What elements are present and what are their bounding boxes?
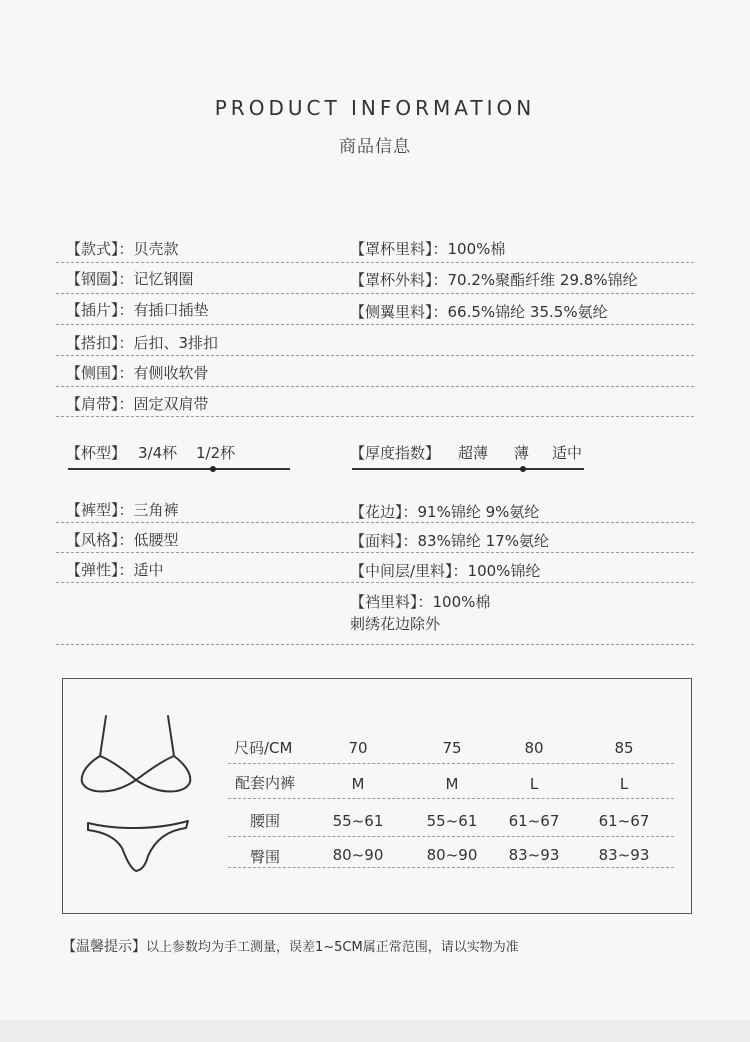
spec-clasp: 【搭扣】：后扣、3排扣: [66, 334, 219, 352]
spec-cup-outer: 【罩杯外料】：70.2%聚酯纤维 29.8%锦纶: [350, 271, 638, 289]
size-cell: L: [529, 775, 539, 793]
spec-cup-lining: 【罩杯里料】：100%棉: [350, 240, 506, 258]
thickness-scale: [352, 468, 584, 470]
spec-strap: 【肩带】：固定双肩带: [66, 395, 209, 413]
divider: [56, 324, 694, 325]
spec-wing-lining: 【侧翼里料】：66.5%锦纶 35.5%氨纶: [350, 303, 608, 321]
page-title-cn: 商品信息: [339, 137, 411, 157]
divider: [228, 798, 674, 799]
size-cell: L: [619, 775, 629, 793]
spec-side: 【侧围】：有侧收软骨: [66, 364, 209, 382]
tip-note: [62, 936, 519, 956]
spec-middle-layer: 【中间层/里料】：100%锦纶: [350, 562, 541, 580]
spec-fabric: 【面料】：83%锦纶 17%氨纶: [350, 532, 549, 550]
cup-type-label: 【杯型】: [66, 444, 127, 462]
size-cell: 85: [614, 739, 634, 757]
size-cell: 61~67: [508, 812, 560, 830]
size-cell: 80: [524, 739, 544, 757]
bra-brief-illustration: [76, 708, 196, 878]
divider: [56, 293, 694, 294]
spec-style: 【款式】：贝壳款: [66, 240, 179, 258]
divider: [56, 386, 694, 387]
spec-embroidery-note: 刺绣花边除外: [350, 615, 441, 633]
footer-band: [0, 1020, 750, 1042]
size-cell: 83~93: [508, 846, 560, 864]
brief-row-label: 配套内裤: [234, 774, 295, 792]
size-cell: M: [445, 775, 459, 793]
divider: [228, 763, 674, 764]
size-cell: M: [351, 775, 365, 793]
spec-crotch-lining: 【裆里料】：100%棉: [350, 593, 491, 611]
cup-type-marker: [210, 466, 216, 472]
thickness-label: 【厚度指数】: [350, 444, 441, 462]
size-cell: 80~90: [332, 846, 384, 864]
divider: [56, 355, 694, 356]
divider: [56, 262, 694, 263]
divider: [56, 522, 694, 523]
size-cell: 70: [348, 739, 368, 757]
divider: [56, 552, 694, 553]
divider: [228, 836, 674, 837]
size-cell: 55~61: [426, 812, 478, 830]
waist-row-label: 腰围: [249, 812, 280, 830]
page-title-en: PRODUCT INFORMATION: [214, 96, 536, 120]
divider: [56, 416, 694, 417]
cup-type-option-1-2: 1/2杯: [196, 444, 236, 462]
thickness-option-ultrathin: 超薄: [458, 444, 489, 462]
spec-brief-type: 【裤型】：三角裤: [66, 501, 179, 519]
size-cell: 80~90: [426, 846, 478, 864]
tip-label: 【温馨提示】: [62, 939, 146, 955]
thickness-marker: [520, 466, 526, 472]
spec-waist-style: 【风格】：低腰型: [66, 531, 179, 549]
size-cell: 55~61: [332, 812, 384, 830]
spec-insert: 【插片】：有插口插垫: [66, 301, 209, 319]
cup-type-option-3-4: 3/4杯: [138, 444, 178, 462]
thickness-option-thin: 薄: [514, 444, 530, 462]
size-cell: 83~93: [598, 846, 650, 864]
thickness-option-medium: 适中: [552, 444, 583, 462]
size-cell: 75: [442, 739, 462, 757]
spec-lace: 【花边】：91%锦纶 9%氨纶: [350, 503, 540, 521]
size-cell: 61~67: [598, 812, 650, 830]
size-row-label: 尺码/CM: [234, 739, 293, 757]
divider: [56, 644, 694, 645]
spec-wire: 【钢圈】：记忆钢圈: [66, 270, 194, 288]
cup-type-scale: [68, 468, 290, 470]
divider: [228, 867, 674, 868]
divider: [56, 582, 694, 583]
spec-elasticity: 【弹性】：适中: [66, 561, 164, 579]
tip-text: 以上参数均为手工测量，误差1~5CM属正常范围，请以实物为准: [146, 940, 519, 955]
hip-row-label: 臀围: [249, 848, 280, 866]
